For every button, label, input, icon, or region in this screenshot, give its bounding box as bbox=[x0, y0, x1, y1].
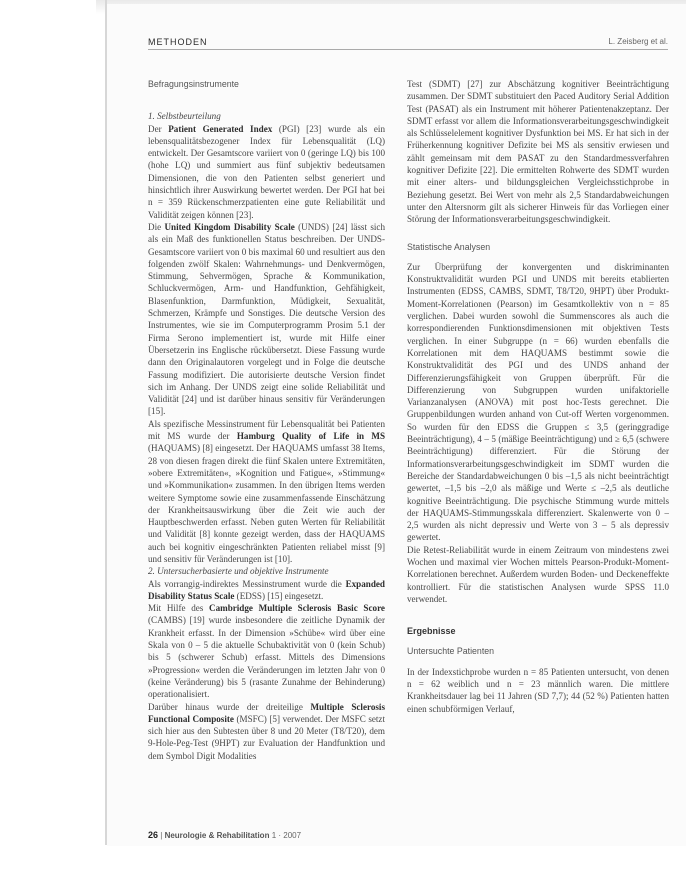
paragraph-pgi bbox=[148, 123, 385, 221]
term-haquams: Hamburg Quality of Life in MS bbox=[236, 431, 385, 442]
section-title: METHODEN bbox=[148, 37, 208, 47]
text: (CAMBS) [19] wurde insbesondere die zeitliche Dynamik der Krankheit erfasst. In der Dimension »Schübe« wird über eine Skala von 0 – 5 die aktuelle Schubaktivität von 0 (kein Schub) bis 5 (schwerer Schub) erfasst. Mittels des Dimensions »Progression« werden die Veränderungen im letzten Jahr von 0 (keine Veränderung) bis 5 (rasante Zunahme der Behinderung) operationalisiert. bbox=[148, 615, 385, 700]
spacer bbox=[407, 605, 669, 617]
document-page bbox=[107, 4, 686, 846]
heading-results: Ergebnisse bbox=[407, 626, 456, 637]
paragraph-haquams bbox=[148, 418, 385, 566]
text: Als vorrangig-indirektes Messinstrument wurde die bbox=[148, 578, 346, 589]
paragraph-unds bbox=[148, 221, 385, 418]
paragraph-msfc bbox=[148, 701, 385, 762]
term-edss: Expanded Disability Status Scale bbox=[148, 578, 385, 601]
paragraph-sdmt: Test (SDMT) [27] zur Abschätzung kognitiver Beeinträchtigung zusammen. Der SDMT substituiert den Paced Auditory Serial Addition Test (PASAT) als ein Instrument mit höherer Patientenakzeptanz. Der SDMT erfasst vor allem die Informationsverarbeitungsgeschwindigkeit als Schlüsselelement kognitiver Dysfunktion bei MS. Er hat sich in der Früherkennung kognitiver Defizite bei MS als sensitiv erwiesen und zählt gemeinsam mit dem PASAT zu den Standardmessverfahren kognitiver Defizite [22]. Die ermittelten Rohwerte des SDMT wurden mit einer alters- und bildungsgleichen Vergleichsstichprobe in Beziehung gesetzt. Bei Wert von mehr als 2,5 Standardabweichungen unter den Altersnorm gilt als sicherer Hinweis für das Vorliegen einer Störung der Informationsverarbeitungsgeschwindigkeit. bbox=[407, 79, 669, 225]
page-number: 26 bbox=[148, 830, 159, 840]
running-authors: L. Zeisberg et al. bbox=[608, 37, 668, 46]
heading-patients: Untersuchte Patienten bbox=[407, 646, 495, 657]
paragraph-statistics: Zur Überprüfung der konvergenten und diskriminanten Konstruktvalidität wurden PGI und UNDS mit bereits etablierten Instrumenten (EDSS, CAMBS, SDMT, T8/T20, 9HPT) über Produkt-Moment-Korrelationen (Pearson) im Gesamtkollektiv von n = 85 verglichen. Dabei wurden sowohl die Summenscores als auch die korrespondierenden Funktionsdimensionen mit objektiven Tests verglichen. In einer Subgruppe (n = 66) wurden ebenfalls die Korrelationen mit dem HAQUAMS bestimmt sowie die Konstruktvalidität des PGI und des UNDS anhand der Differenzierungsfähigkeit von Gruppen überprüft. Für die Differenzierung von Subgruppen wurden unifaktorielle Varianzanalysen (ANOVA) mit post hoc-Tests gerechnet. Die Gruppenbildungen wurden anhand von Cut-off Werten vorgenommen. So wurden für den EDSS die Gruppen ≤ 3,5 (geringgradige Beeinträchtigung), 4 – 5 (mäßige Beeinträchtigung) und ≥ 6,5 (schwere Beeinträchtigung) differenziert. Für die Störung der Informationsverarbeitungsgeschwindigkeit im SDMT wurden die Bereiche der Standardabweichungen 0 bis –1,5 als nicht beeinträchtigt gewertet, –1,5 bis –2,0 als mäßige und Werte ≤ –2,5 als deutliche kognitive Beeinträchtigung. Die psychische Stimmung wurde mittels der HAQUAMS-Stimmungsskala differenziert. Skalenwerte von 0 – 2,5 wurden als nicht depressiv und Werte von 3 – 5 als depressiv gewertet. bbox=[407, 261, 669, 543]
text: (MSFC) [5] verwendet. Der MSFC setzt sich hier aus den Subtesten über 8 und 20 Meter (T8/T20), dem 9-Hole-Peg-Test (9HPT) zur Evaluation der Handfunktion und dem Symbol Digit Modalities bbox=[148, 713, 385, 761]
text: Als spezifische Messinstrument für Lebensqualität bei Patienten mit MS wurde der bbox=[148, 418, 385, 442]
paragraph-edss bbox=[148, 578, 385, 603]
paragraph-cambs bbox=[148, 602, 385, 700]
spacer bbox=[148, 98, 385, 110]
heading-statistics: Statistische Analysen bbox=[407, 241, 491, 252]
text: Darüber hinaus wurde der dreiteilige bbox=[148, 701, 311, 712]
page-footer bbox=[148, 830, 301, 840]
heading-instruments: Befragungsinstrumente bbox=[148, 79, 239, 89]
text: (PGI) [23] wurde als ein lebensqualitätsbezogener Index für Lebensqualität (LQ) entwickelt. Der Gesamtscore variiert von 0 (geringe LQ) bis 100 (hohe LQ) und summiert aus fünf subjektiv bedeutsamen Dimensionen, die von den Patienten selbst generiert und hinsichtlich ihrer Auswirkung bewertet werden. Der PGI hat bei n = 359 Rückenschmerzpatienten eine gute Reliabilität und Validität zeigen können [23]. bbox=[148, 123, 385, 220]
paragraph-reliability: Die Retest-Reliabilität wurde in einem Zeitraum von mindestens zwei Wochen und maximal vier Wochen mittels Pearson-Produkt-Moment-Korrelationen berechnet. Außerdem wurden Boden- und Deckeneffekte kontrolliert. Für die statistischen Analysen wurde SPSS 11.0 verwendet. bbox=[407, 544, 669, 604]
text: Die bbox=[148, 221, 165, 232]
text: (EDSS) [15] eingesetzt. bbox=[234, 590, 324, 601]
paragraph-patients: In der Indexstichprobe wurden n = 85 Patienten untersucht, von denen n = 62 weiblich und n = 23 männlich waren. Die mittlere Krankheitsdauer lag bei 11 Jahren (SD 7,7); 44 (52 %) Patienten hatten einen schubförmigen Verlauf, bbox=[407, 666, 669, 714]
term-unds: United Kingdom Disability Scale bbox=[164, 221, 295, 232]
page-header bbox=[148, 33, 668, 53]
journal-issue: 1 · 2007 bbox=[271, 831, 302, 840]
text: (UNDS) [24] lässt sich als ein Maß des funktionellen Status beschreiben. Der UNDS-Gesamtscore variiert von 0 bis maximal 60 und resultiert aus den folgenden zwölf Skalen: Wahrnehmungs- und Denkvermögen, Stimmung, Sehvermögen, Sprache & Kommunikation, Schluckvermögen, Arm- und Handfunktion, Gehfähigkeit, Blasenfunktion, Darmfunktion, Müdigkeit, Sexualität, Schmerzen, Krämpfe und Sonstiges. Die deutsche Version des Instrumentes, wie sie im Computerprogramm Prosim 5.1 der Firma Serono implementiert ist, wurde mit Hilfe einer Übersetzerin ins Englische rückübersetzt. Diese Fassung wurde dann den Originalautoren vorgelegt und in Folge die deutsche Fassung modifiziert. Die autorisierte deutsche Version findet sich im Anhang. Der UNDS zeigt eine solide Reliabilität und Validität [24] und ist darüber hinaus sensitiv für Veränderungen [15]. bbox=[148, 221, 385, 417]
spacer bbox=[407, 226, 669, 238]
left-column bbox=[148, 78, 385, 820]
text: Der bbox=[148, 123, 169, 134]
footer-separator: | bbox=[160, 831, 165, 840]
header-rule bbox=[148, 49, 668, 50]
text: (HAQUAMS) [8] eingesetzt. Der HAQUAMS umfasst 38 Items, 28 von diesen fragen direkt die fünf Skalen untere Extremitäten, »obere Extremitäten«, »Kognition und Fatigue«, »Stimmung« und »Kommunikation« zusammen. In den übrigen Items werden weitere Symptome sowie eine zusammenfassende Einschätzung der Krankheitsauswirkung über die Zeit wie auch der Hauptbeschwerden erfasst. Neben guten Werten für Reliabilität und Validität [8] konnte gezeigt werden, dass der HAQUAMS auch bei kognitiv eingeschränkten Patienten reliabel misst [9] und sensitiv für Veränderungen ist [10]. bbox=[148, 443, 385, 564]
journal-name: Neurologie & Rehabilitation bbox=[164, 831, 270, 840]
text: Mit Hilfe des bbox=[148, 603, 209, 614]
right-column bbox=[407, 78, 669, 820]
term-pgi: Patient Generated Index bbox=[168, 123, 273, 134]
term-cambs: Cambridge Multiple Sclerosis Basic Score bbox=[209, 603, 385, 614]
term-msfc: Multiple Sclerosis Functional Composite bbox=[148, 701, 385, 724]
subheading-objective: 2. Untersucherbasierte und objektive Instrumente bbox=[148, 566, 329, 577]
subheading-self-assessment: 1. Selbstbeurteilung bbox=[148, 111, 221, 122]
